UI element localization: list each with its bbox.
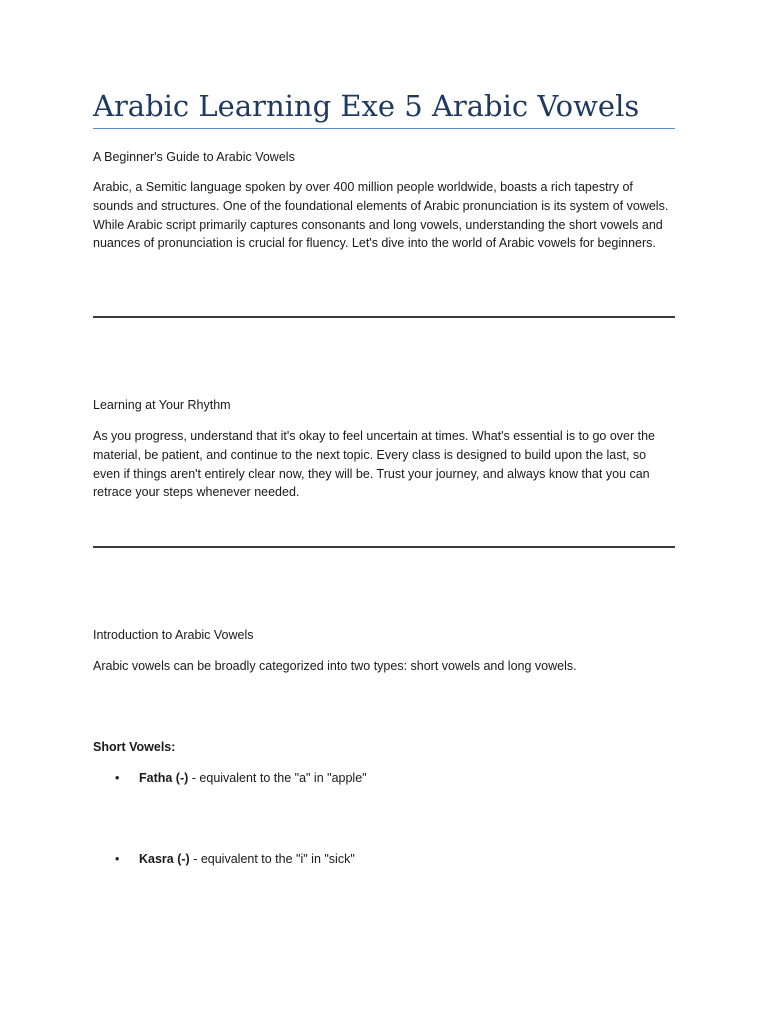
title-underline (93, 128, 675, 129)
bullet-icon: • (115, 852, 120, 866)
vowel-term: Fatha (-) (139, 771, 189, 785)
section-heading-introduction: Introduction to Arabic Vowels (93, 628, 254, 642)
vowel-description: - equivalent to the "i" in "sick" (189, 852, 355, 866)
section-body-learning-rhythm: As you progress, understand that it's okay to feel uncertain at times. What's essential is to go over the material, be patient, and continue to the next topic. Every class is designed to build upon the last, so even if things aren't entirely clear now, they will be. Trust your journey, and always know that you can retrace your steps whenever needed. (93, 429, 656, 500)
bullet-icon: • (115, 771, 120, 785)
list-item-text (139, 769, 367, 787)
vowel-term: Kasra (-) (139, 852, 190, 866)
section-body-beginners-guide: Arabic, a Semitic language spoken by over 400 million people worldwide, boasts a rich tapestry of sounds and structures. One of the foundational elements of Arabic pronunciation is its system of vowels. While Arabic script primarily captures consonants and long vowels, understanding the short vowels and nuances of pronunciation is crucial for fluency. Let's dive into the world of Arabic vowels for beginners. (93, 180, 669, 251)
short-vowels-label: Short Vowels: (93, 740, 176, 754)
list-item-text (139, 850, 355, 868)
section-divider (93, 316, 675, 318)
section-body-introduction: Arabic vowels can be broadly categorized into two types: short vowels and long vowels. (93, 659, 577, 673)
section-heading-learning-rhythm: Learning at Your Rhythm (93, 398, 231, 412)
vowel-description: - equivalent to the "a" in "apple" (188, 771, 367, 785)
document-title: Arabic Learning Exe 5 Arabic Vowels (93, 89, 640, 123)
section-heading-beginners-guide: A Beginner's Guide to Arabic Vowels (93, 150, 295, 164)
section-divider (93, 546, 675, 548)
